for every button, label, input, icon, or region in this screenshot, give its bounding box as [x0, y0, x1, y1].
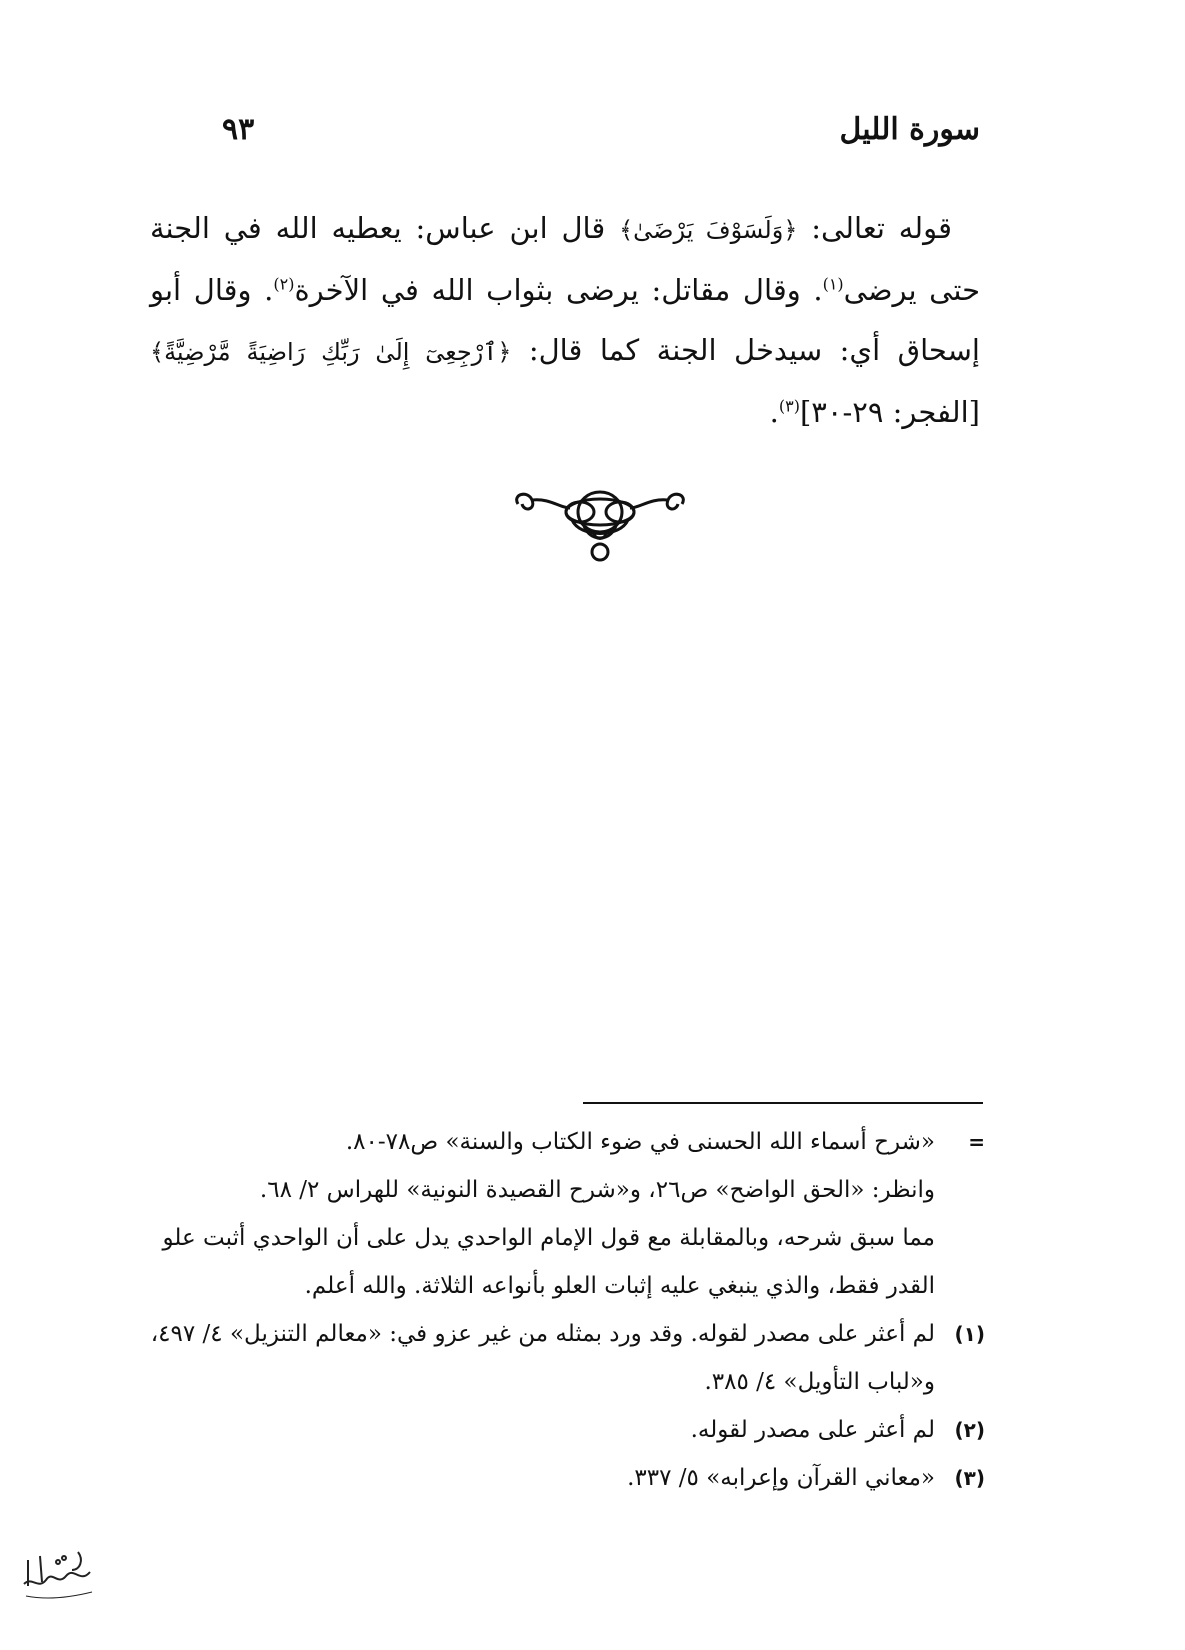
text-seg: . وقال مقاتل: يرضى بثواب الله في الآخرة	[294, 273, 823, 307]
footnote-ref[interactable]: (٣)	[778, 396, 800, 416]
text-seg: قوله تعالى:	[797, 211, 952, 245]
footnote-line: مما سبق شرحه، وبالمقابلة مع قول الإمام الواحدي يدل على أن الواحدي أثبت علو القدر فقط، والذي ينبغي عليه إثبات العلو بأنواعه الثلاثة. والله أعلم.	[162, 1225, 935, 1299]
continuation-marker: =	[968, 1130, 985, 1154]
footnote-2	[150, 1406, 985, 1454]
text-seg: قال ابن عباس: يعطيه الله في الجنة حتى يرضى	[150, 211, 981, 307]
footnote-3	[150, 1454, 985, 1502]
footnote-ref[interactable]: (١)	[822, 274, 844, 294]
footnote-label: (١)	[954, 1322, 985, 1346]
text-seg: [الفجر: ٢٩-٣٠]	[799, 395, 980, 429]
footnote-1	[150, 1310, 985, 1406]
footnote-label: (٣)	[954, 1466, 985, 1490]
footnote-line: وانظر: «الحق الواضح» ص٢٦، و«شرح القصيدة النونية» للهراس ٢/ ٦٨.	[259, 1177, 935, 1203]
main-paragraph	[150, 198, 980, 442]
quran-quote: ﴿وَلَسَوْفَ يَرْضَىٰ﴾	[619, 216, 798, 244]
footnote-ref[interactable]: (٢)	[273, 274, 295, 294]
text-seg: .	[769, 395, 779, 429]
footnote-text: لم أعثر على مصدر لقوله.	[690, 1417, 935, 1443]
text-seg: . وقال أبو إسحاق أي: سيدخل الجنة كما قال:	[150, 273, 980, 367]
footnote-separator	[583, 1102, 983, 1104]
main-text	[150, 198, 980, 442]
knot-ornament-icon	[510, 490, 690, 578]
page-number: ٩٣	[222, 112, 255, 147]
quran-quote: ﴿ٱرْجِعِىٓ إِلَىٰ رَبِّكِ رَاضِيَةً مَّرْضِيَّةً﴾	[150, 338, 512, 366]
calligraphy-logo	[18, 1540, 98, 1610]
footnote-text: لم أعثر على مصدر لقوله. وقد ورد بمثله من غير عزو في: «معالم التنزيل» ٤/ ٤٩٧، و«لباب التأويل» ٤/ ٣٨٥.	[150, 1321, 935, 1395]
footnotes	[150, 1118, 985, 1502]
footnote-text: «معاني القرآن وإعرابه» ٥/ ٣٣٧.	[627, 1465, 935, 1491]
footnote-label: (٢)	[954, 1418, 985, 1442]
footnote-line: «شرح أسماء الله الحسنى في ضوء الكتاب والسنة» ص٧٨-٨٠.	[345, 1129, 935, 1155]
footnote-continued	[150, 1118, 985, 1166]
surah-title: سورة الليل	[839, 112, 980, 147]
page-header	[150, 112, 980, 162]
